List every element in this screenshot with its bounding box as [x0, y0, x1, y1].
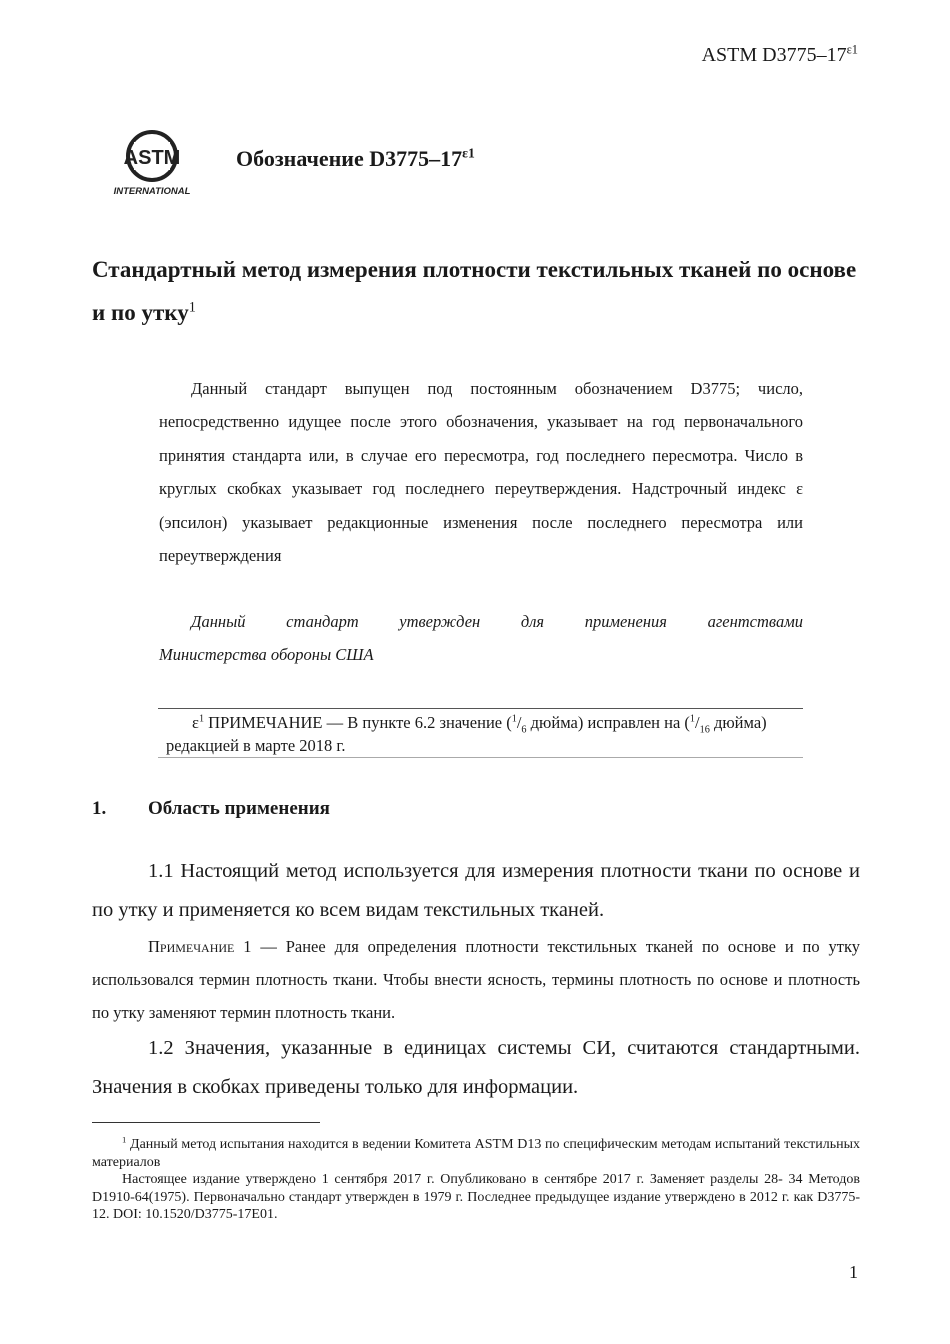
page-number: 1: [849, 1262, 858, 1282]
note-1: Примечание 1 — Ранее для определения плотности текстильных тканей по основе и по утку использовался термин плотность ткани. Чтобы внести ясность, термины плотность по основе и плотность по утку заменяют термин плотность ткани.: [92, 937, 860, 1022]
editorial-note-text: $\varepsilon^1$ ПРИМЕЧАНИЕ — В пункте 6.2 значение ($^1/_6$ дюйма) исправлен на ($^1/_{16}$ дюйма) редакцией в марте 2018 г.: [166, 713, 767, 755]
svg-text:ASTM: ASTM: [123, 147, 181, 169]
editorial-change-note: [158, 708, 803, 758]
dod-approval-notice: Данный стандарт утвержден для применения агентствами Министерства обороны США: [159, 612, 803, 664]
astm-logo: [112, 128, 198, 200]
header-document-code: ASTM $D3775-17^{\varepsilon 1}$: [701, 42, 858, 66]
title-footnote-ref: 1: [188, 299, 196, 316]
paragraph-1-1: 1.1 Настоящий метод используется для измерения плотности ткани по основе и по утку и применяется ко всем видам текстильных тканей.: [92, 860, 860, 921]
designation-explanation: Данный стандарт выпущен под постоянным обозначением D3775; число, непосредственно идущее после этого обозначения, указывает на год первоначального принятия стандарта или, в случае его пересмотра, год последнего пересмотра. Число в круглых скобках указывает год последнего переутверждения. Надстрочный индекс ε (эпсилон) указывает редакционные изменения после последнего пересмотра или переутверждения: [159, 379, 803, 566]
footnote-1: $^1$ Данный метод испытания находится в ведении Комитета ASTM D13 по специфическим методам испытаний текстильных материалов: [92, 1134, 860, 1170]
footnote-edition-info: Настоящее издание утверждено 1 сентября 2017 г. Опубликовано в сентябре 2017 г. Заменяет разделы 28- 34 Методов D1910-64(1975). Первоначально стандарт утвержден в 1979 г. Последнее предыдущее издание утверждено в 2012 г. как D3775-12. DOI: 10.1520/D3775-17E01.: [92, 1172, 860, 1222]
paragraph-1-2: 1.2 Значения, указанные в единицах системы СИ, считаются стандартными. Значения в скобках приведены только для информации.: [92, 1037, 860, 1098]
footnotes: [92, 1136, 860, 1224]
designation-heading: Обозначение $D3775-17^{\varepsilon 1}$: [236, 145, 475, 171]
footnote-separator: [92, 1122, 320, 1123]
section-1-heading: 1. Область применения: [92, 798, 330, 819]
document-title: Стандартный метод измерения плотности текстильных тканей по основе и по утку$^1$: [92, 257, 857, 325]
svg-text:INTERNATIONAL: INTERNATIONAL: [113, 186, 191, 197]
